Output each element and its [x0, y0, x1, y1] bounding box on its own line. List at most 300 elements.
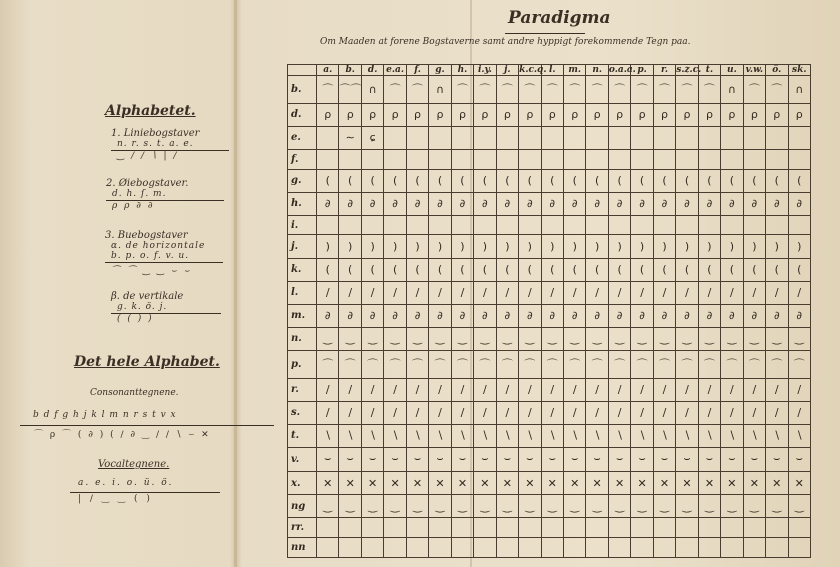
shorthand-sign-cell: [698, 518, 720, 538]
group-signs: ‿ ∕ ∕ ∖ | ∕: [117, 151, 179, 161]
shorthand-sign-cell: (: [474, 169, 496, 192]
shorthand-sign-cell: ✕: [586, 472, 608, 495]
shorthand-sign-cell: ∩: [429, 76, 451, 104]
shorthand-sign-cell: (: [429, 169, 451, 192]
shorthand-sign-cell: ∕: [339, 401, 361, 424]
shorthand-sign-cell: (: [721, 169, 743, 192]
shorthand-sign-cell: ∖: [474, 424, 496, 447]
shorthand-sign-cell: ): [721, 235, 743, 258]
shorthand-sign-cell: ∖: [586, 424, 608, 447]
shorthand-sign-cell: ‿: [339, 495, 361, 518]
row-header: s.: [288, 401, 317, 424]
shorthand-sign-cell: ∕: [608, 281, 630, 304]
shorthand-sign-cell: ∕: [788, 281, 810, 304]
table-header-row: [288, 65, 811, 76]
shorthand-sign-cell: ⌒: [676, 76, 698, 104]
group-subtitle: α. de horizontale: [111, 241, 206, 251]
shorthand-sign-cell: ⌒: [519, 350, 541, 378]
row-header: x.: [288, 472, 317, 495]
shorthand-sign-cell: (: [519, 169, 541, 192]
shorthand-sign-cell: [721, 518, 743, 538]
shorthand-sign-cell: ∂: [676, 192, 698, 215]
shorthand-sign-cell: ): [676, 235, 698, 258]
table-row: [288, 304, 811, 327]
table-row: [288, 126, 811, 149]
shorthand-sign-cell: ): [429, 235, 451, 258]
shorthand-sign-cell: ⌣: [766, 447, 788, 472]
shorthand-sign-cell: ⌣: [608, 447, 630, 472]
shorthand-sign-cell: [608, 126, 630, 149]
shorthand-sign-cell: ∕: [586, 401, 608, 424]
shorthand-sign-cell: [451, 518, 473, 538]
shorthand-sign-cell: ∖: [653, 424, 675, 447]
shorthand-sign-cell: ∂: [631, 304, 653, 327]
shorthand-sign-cell: [429, 149, 451, 169]
shorthand-sign-cell: [496, 215, 518, 235]
shorthand-sign-cell: ✕: [676, 472, 698, 495]
shorthand-sign-cell: ✕: [361, 472, 383, 495]
shorthand-sign-cell: ⌒: [788, 350, 810, 378]
column-header: g.: [429, 65, 451, 76]
shorthand-sign-cell: (: [406, 169, 428, 192]
shorthand-sign-cell: ∕: [563, 281, 585, 304]
shorthand-sign-cell: [519, 538, 541, 558]
shorthand-sign-cell: ⌣: [788, 447, 810, 472]
shorthand-sign-cell: ∕: [496, 281, 518, 304]
shorthand-sign-cell: ∩: [361, 76, 383, 104]
shorthand-sign-cell: ∂: [361, 192, 383, 215]
shorthand-sign-cell: ∖: [361, 424, 383, 447]
shorthand-sign-cell: ): [653, 235, 675, 258]
shorthand-sign-cell: (: [743, 169, 765, 192]
shorthand-sign-cell: ∂: [653, 192, 675, 215]
shorthand-sign-cell: [496, 149, 518, 169]
shorthand-sign-cell: ∕: [698, 378, 720, 401]
shorthand-sign-cell: ‿: [384, 327, 406, 350]
shorthand-sign-cell: [519, 126, 541, 149]
shorthand-sign-cell: ρ: [631, 103, 653, 126]
shorthand-sign-cell: ): [608, 235, 630, 258]
row-header: j.: [288, 235, 317, 258]
shorthand-sign-cell: ∂: [451, 192, 473, 215]
shorthand-sign-cell: ∖: [608, 424, 630, 447]
shorthand-sign-cell: [563, 215, 585, 235]
shorthand-sign-cell: [339, 215, 361, 235]
shorthand-sign-cell: [361, 538, 383, 558]
shorthand-sign-cell: ∕: [474, 378, 496, 401]
table-row: [288, 192, 811, 215]
shorthand-sign-cell: [496, 126, 518, 149]
shorthand-sign-cell: ∕: [541, 281, 563, 304]
shorthand-sign-cell: ∕: [317, 401, 339, 424]
shorthand-sign-cell: ∕: [676, 281, 698, 304]
shorthand-sign-cell: ‿: [631, 327, 653, 350]
column-header: sk.: [788, 65, 810, 76]
shorthand-sign-cell: [519, 215, 541, 235]
shorthand-sign-cell: ∕: [653, 281, 675, 304]
shorthand-sign-cell: [519, 149, 541, 169]
shorthand-sign-cell: [496, 518, 518, 538]
column-header: e.a.: [384, 65, 406, 76]
table-body: [288, 76, 811, 558]
shorthand-sign-cell: ‿: [317, 327, 339, 350]
row-header: p.: [288, 350, 317, 378]
column-header: s.z.c.: [676, 65, 702, 75]
table-row: [288, 235, 811, 258]
shorthand-sign-cell: (: [788, 258, 810, 281]
shorthand-sign-cell: [653, 518, 675, 538]
group-eye-letters: [106, 178, 224, 211]
alphabet-heading: Alphabetet.: [105, 103, 196, 119]
shorthand-sign-cell: ⌣: [586, 447, 608, 472]
shorthand-sign-cell: ∕: [563, 378, 585, 401]
shorthand-sign-cell: [563, 126, 585, 149]
shorthand-sign-cell: ⌒: [384, 76, 406, 104]
shorthand-sign-cell: [451, 215, 473, 235]
shorthand-sign-cell: (: [563, 169, 585, 192]
shorthand-sign-cell: ⌣: [519, 447, 541, 472]
shorthand-sign-cell: ρ: [429, 103, 451, 126]
shorthand-sign-cell: (: [451, 258, 473, 281]
shorthand-sign-cell: ✕: [766, 472, 788, 495]
shorthand-sign-cell: ✕: [788, 472, 810, 495]
shorthand-sign-cell: ⌣: [317, 447, 339, 472]
shorthand-sign-cell: [698, 126, 720, 149]
table-row: [288, 103, 811, 126]
shorthand-sign-cell: ✕: [406, 472, 428, 495]
shorthand-sign-cell: ɕ: [361, 126, 383, 149]
shorthand-sign-cell: ∕: [766, 281, 788, 304]
shorthand-sign-cell: ⌒: [496, 350, 518, 378]
shorthand-sign-cell: [384, 518, 406, 538]
shorthand-sign-cell: ∕: [384, 378, 406, 401]
shorthand-sign-cell: [631, 215, 653, 235]
whole-alphabet-heading: Det hele Alphabet.: [74, 354, 220, 370]
group-title: 3. Buebogstaver: [105, 230, 188, 241]
shorthand-sign-cell: (: [339, 258, 361, 281]
shorthand-sign-cell: ⌒: [653, 350, 675, 378]
shorthand-sign-cell: [541, 518, 563, 538]
shorthand-sign-cell: [631, 149, 653, 169]
shorthand-sign-cell: (: [406, 258, 428, 281]
group-arc-letters: [105, 230, 223, 276]
shorthand-sign-cell: ⌣: [698, 447, 720, 472]
shorthand-sign-cell: ): [766, 235, 788, 258]
row-header: nn: [288, 538, 317, 558]
shorthand-sign-cell: ∕: [339, 281, 361, 304]
row-header: b.: [288, 76, 317, 104]
shorthand-sign-cell: ∕: [676, 401, 698, 424]
shorthand-sign-cell: ∂: [406, 192, 428, 215]
shorthand-sign-cell: ✕: [541, 472, 563, 495]
shorthand-sign-cell: ∕: [406, 378, 428, 401]
shorthand-sign-cell: ): [698, 235, 720, 258]
shorthand-sign-cell: ρ: [608, 103, 630, 126]
shorthand-sign-cell: (: [766, 169, 788, 192]
shorthand-sign-cell: ρ: [384, 103, 406, 126]
column-header: u.: [721, 65, 743, 76]
consonants-title: Consonanttegnene.: [90, 388, 179, 398]
shorthand-sign-cell: ∕: [406, 281, 428, 304]
shorthand-sign-cell: ∕: [721, 401, 743, 424]
shorthand-sign-cell: ∂: [563, 192, 585, 215]
shorthand-sign-cell: (: [496, 169, 518, 192]
shorthand-sign-cell: ⌒: [721, 350, 743, 378]
shorthand-sign-cell: [788, 538, 810, 558]
column-header: n.: [586, 65, 608, 76]
column-header: h.: [451, 65, 473, 76]
shorthand-sign-cell: (: [339, 169, 361, 192]
shorthand-sign-cell: ρ: [586, 103, 608, 126]
shorthand-sign-cell: [608, 538, 630, 558]
table-row: [288, 215, 811, 235]
shorthand-sign-cell: [788, 126, 810, 149]
shorthand-sign-cell: ‿: [496, 495, 518, 518]
shorthand-sign-cell: ⌒: [608, 76, 630, 104]
column-header: f.: [406, 65, 428, 76]
shorthand-sign-cell: ⌒: [541, 350, 563, 378]
row-header: v.: [288, 447, 317, 472]
group-letters: d. h. ſ. m.: [112, 189, 167, 199]
shorthand-sign-cell: ‿: [676, 327, 698, 350]
table-row: [288, 327, 811, 350]
shorthand-sign-cell: ∂: [586, 304, 608, 327]
shorthand-sign-cell: ∕: [653, 401, 675, 424]
shorthand-sign-cell: ✕: [339, 472, 361, 495]
shorthand-sign-cell: ‿: [743, 495, 765, 518]
shorthand-sign-cell: ρ: [698, 103, 720, 126]
group-signs: ρ ρ ∂ ∂: [112, 201, 155, 211]
shorthand-sign-cell: ∕: [451, 281, 473, 304]
shorthand-sign-cell: ∂: [788, 304, 810, 327]
shorthand-sign-cell: ∖: [721, 424, 743, 447]
shorthand-sign-cell: ⌒: [317, 350, 339, 378]
shorthand-sign-cell: [384, 126, 406, 149]
shorthand-sign-cell: [541, 149, 563, 169]
shorthand-sign-cell: ⌒: [631, 76, 653, 104]
column-header: d.: [361, 65, 383, 76]
shorthand-sign-cell: ): [788, 235, 810, 258]
shorthand-sign-cell: ∕: [788, 378, 810, 401]
shorthand-sign-cell: ): [384, 235, 406, 258]
shorthand-sign-cell: [361, 149, 383, 169]
table-row: [288, 495, 811, 518]
shorthand-sign-cell: ⌣: [339, 447, 361, 472]
shorthand-sign-cell: ‿: [474, 327, 496, 350]
shorthand-sign-cell: ⌣: [563, 447, 585, 472]
shorthand-sign-cell: [541, 126, 563, 149]
shorthand-sign-cell: ‿: [474, 495, 496, 518]
row-header: ng: [288, 495, 317, 518]
shorthand-sign-cell: ‿: [541, 327, 563, 350]
shorthand-sign-cell: ∂: [384, 304, 406, 327]
column-header: a.: [317, 65, 339, 76]
shorthand-sign-cell: (: [519, 258, 541, 281]
shorthand-sign-cell: [766, 126, 788, 149]
shorthand-sign-cell: [474, 538, 496, 558]
shorthand-sign-cell: ∕: [698, 281, 720, 304]
page-fold: [234, 0, 237, 567]
shorthand-sign-cell: ∂: [766, 192, 788, 215]
shorthand-sign-cell: ∕: [451, 378, 473, 401]
shorthand-sign-cell: ∖: [519, 424, 541, 447]
shorthand-sign-cell: [676, 538, 698, 558]
shorthand-sign-cell: (: [541, 258, 563, 281]
shorthand-sign-cell: ): [563, 235, 585, 258]
shorthand-sign-cell: ‿: [317, 495, 339, 518]
shorthand-sign-cell: ⌒: [429, 350, 451, 378]
shorthand-sign-cell: [384, 149, 406, 169]
shorthand-sign-cell: ⌣: [541, 447, 563, 472]
shorthand-sign-cell: ρ: [541, 103, 563, 126]
group-signs: ( ( ) ): [117, 314, 154, 324]
row-header: t.: [288, 424, 317, 447]
shorthand-sign-cell: ): [743, 235, 765, 258]
shorthand-sign-cell: ‿: [384, 495, 406, 518]
shorthand-sign-cell: ∩: [788, 76, 810, 104]
shorthand-sign-cell: [721, 126, 743, 149]
shorthand-sign-cell: ✕: [631, 472, 653, 495]
shorthand-sign-cell: ∂: [519, 304, 541, 327]
shorthand-sign-cell: ✕: [429, 472, 451, 495]
table-row: [288, 424, 811, 447]
shorthand-sign-cell: ρ: [474, 103, 496, 126]
shorthand-sign-cell: [451, 149, 473, 169]
shorthand-sign-cell: ‿: [743, 327, 765, 350]
shorthand-sign-cell: [608, 518, 630, 538]
shorthand-sign-cell: ∕: [361, 378, 383, 401]
consonants-letters: b d f g h j k l m n r s t v x: [33, 410, 177, 420]
shorthand-sign-cell: ): [496, 235, 518, 258]
shorthand-sign-cell: ρ: [676, 103, 698, 126]
shorthand-sign-cell: ✕: [474, 472, 496, 495]
shorthand-sign-cell: (: [384, 169, 406, 192]
shorthand-sign-cell: (: [586, 258, 608, 281]
shorthand-sign-cell: [676, 215, 698, 235]
vowels-letters: a. e. i. o. ü. ö.: [78, 478, 174, 488]
shorthand-sign-cell: [653, 149, 675, 169]
shorthand-sign-cell: ✕: [563, 472, 585, 495]
row-header: e.: [288, 126, 317, 149]
column-header: t.: [698, 65, 720, 76]
shorthand-sign-cell: ✕: [721, 472, 743, 495]
shorthand-sign-cell: ∕: [743, 281, 765, 304]
shorthand-sign-cell: ∕: [519, 281, 541, 304]
shorthand-sign-cell: [406, 126, 428, 149]
shorthand-sign-cell: ∕: [743, 378, 765, 401]
shorthand-sign-cell: ‿: [676, 495, 698, 518]
shorthand-sign-cell: ⌣: [429, 447, 451, 472]
shorthand-sign-cell: ∂: [474, 192, 496, 215]
shorthand-sign-cell: ): [541, 235, 563, 258]
shorthand-sign-cell: ρ: [743, 103, 765, 126]
shorthand-sign-cell: (: [766, 258, 788, 281]
row-header: r.: [288, 378, 317, 401]
shorthand-sign-cell: [676, 518, 698, 538]
shorthand-sign-cell: ρ: [451, 103, 473, 126]
shorthand-sign-cell: ⌒: [608, 350, 630, 378]
shorthand-sign-cell: ‿: [541, 495, 563, 518]
shorthand-sign-cell: ‿: [698, 495, 720, 518]
shorthand-sign-cell: ∕: [586, 281, 608, 304]
paradigm-table: [287, 64, 811, 558]
shorthand-sign-cell: ⌣: [384, 447, 406, 472]
shorthand-sign-cell: (: [788, 169, 810, 192]
shorthand-sign-cell: [766, 215, 788, 235]
shorthand-sign-cell: ‿: [406, 327, 428, 350]
shorthand-sign-cell: (: [721, 258, 743, 281]
column-header: j.: [496, 65, 518, 76]
shorthand-sign-cell: ⌒: [474, 350, 496, 378]
shorthand-sign-cell: ∕: [361, 281, 383, 304]
table-row: [288, 258, 811, 281]
shorthand-sign-cell: ∂: [721, 304, 743, 327]
shorthand-sign-cell: ∂: [317, 304, 339, 327]
row-header: k.: [288, 258, 317, 281]
shorthand-sign-cell: ⌒: [451, 76, 473, 104]
shorthand-sign-cell: ‿: [788, 327, 810, 350]
shorthand-sign-cell: ‿: [361, 495, 383, 518]
shorthand-sign-cell: ∕: [541, 378, 563, 401]
shorthand-sign-cell: ∂: [676, 304, 698, 327]
shorthand-sign-cell: [541, 215, 563, 235]
shorthand-sign-cell: [384, 215, 406, 235]
shorthand-sign-cell: [429, 538, 451, 558]
shorthand-sign-cell: ✕: [451, 472, 473, 495]
shorthand-sign-cell: ⌒⌒: [339, 76, 361, 104]
shorthand-sign-cell: ‿: [766, 495, 788, 518]
shorthand-sign-cell: [608, 149, 630, 169]
table-row: [288, 518, 811, 538]
shorthand-sign-cell: [317, 149, 339, 169]
shorthand-sign-cell: [339, 518, 361, 538]
shorthand-sign-cell: ∖: [743, 424, 765, 447]
shorthand-sign-cell: ρ: [339, 103, 361, 126]
shorthand-sign-cell: [406, 215, 428, 235]
shorthand-sign-cell: ∂: [429, 192, 451, 215]
shorthand-sign-cell: ‿: [698, 327, 720, 350]
shorthand-sign-cell: ⌣: [496, 447, 518, 472]
shorthand-sign-cell: ∖: [788, 424, 810, 447]
shorthand-sign-cell: [384, 538, 406, 558]
shorthand-sign-cell: ∖: [406, 424, 428, 447]
shorthand-sign-cell: ): [361, 235, 383, 258]
shorthand-sign-cell: ✕: [698, 472, 720, 495]
shorthand-sign-cell: ✕: [317, 472, 339, 495]
vowels-signs: | ∕ ‿ ‿ ( ): [78, 494, 153, 504]
shorthand-sign-cell: ‿: [339, 327, 361, 350]
shorthand-sign-cell: [361, 215, 383, 235]
shorthand-sign-cell: [698, 215, 720, 235]
shorthand-sign-cell: ∕: [608, 378, 630, 401]
shorthand-sign-cell: ‿: [519, 495, 541, 518]
shorthand-sign-cell: ∕: [766, 378, 788, 401]
shorthand-sign-cell: ‿: [721, 495, 743, 518]
shorthand-sign-cell: ⌒: [676, 350, 698, 378]
shorthand-sign-cell: ∂: [384, 192, 406, 215]
shorthand-sign-cell: ‿: [586, 327, 608, 350]
shorthand-sign-cell: (: [317, 258, 339, 281]
shorthand-sign-cell: ∕: [317, 281, 339, 304]
table-corner: [288, 65, 317, 76]
shorthand-sign-cell: ∂: [339, 192, 361, 215]
shorthand-sign-cell: [766, 518, 788, 538]
shorthand-sign-cell: ⌣: [721, 447, 743, 472]
shorthand-sign-cell: ✕: [653, 472, 675, 495]
shorthand-sign-cell: [563, 518, 585, 538]
consonants-line: [20, 425, 274, 426]
shorthand-sign-cell: ∖: [429, 424, 451, 447]
